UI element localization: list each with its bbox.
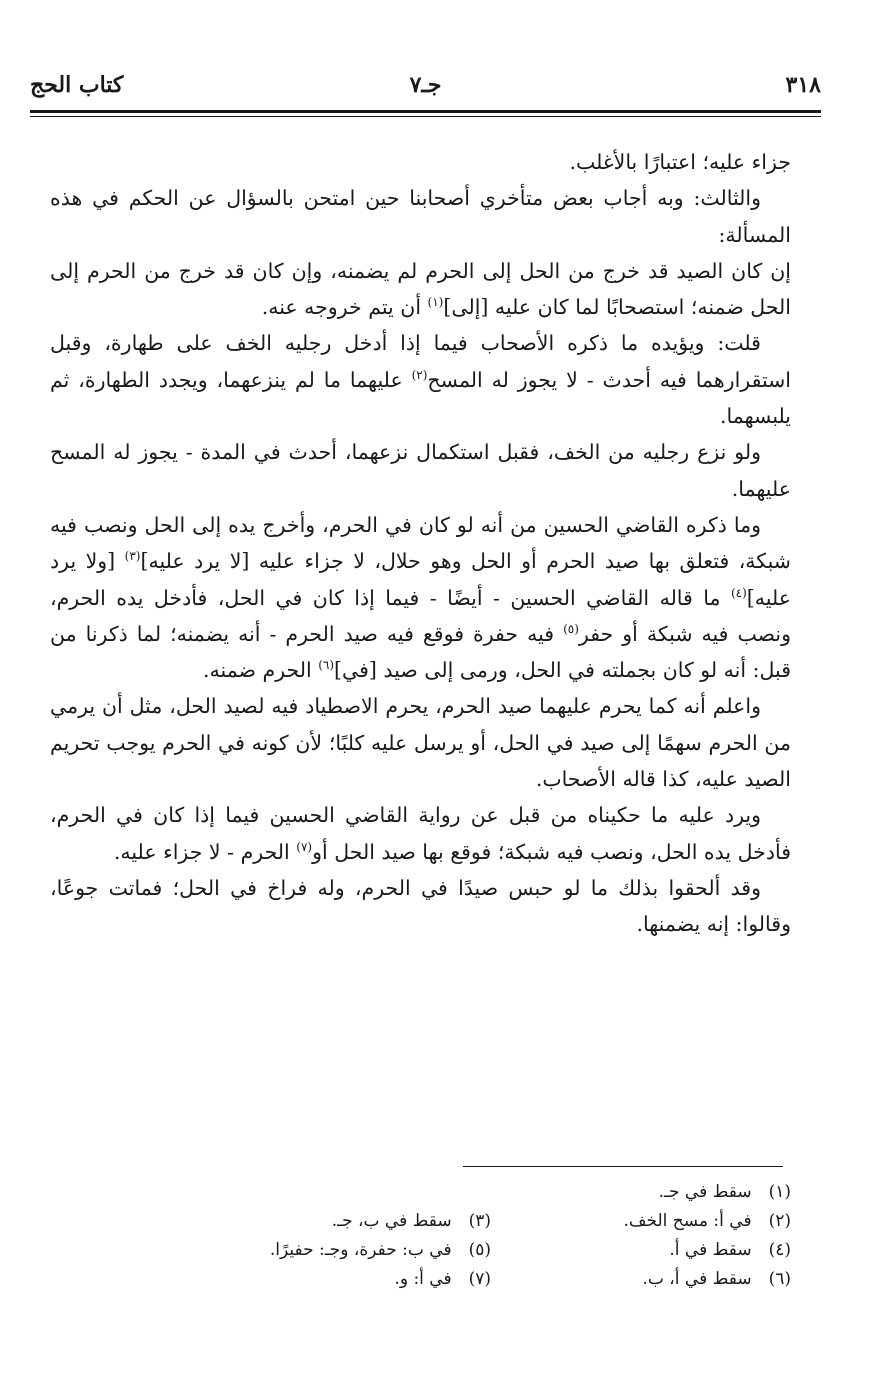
- paragraph: جزاء عليه؛ اعتبارًا بالأغلب.: [569, 150, 791, 174]
- text-run: الحرم ضمنه.: [203, 658, 319, 683]
- text-run: ما قاله القاضي الحسين - أيضًا - فيما إذا كان في الحل، فأدخل يده الحرم، ونصب فيه شبكة أو حفر: [50, 585, 791, 646]
- footnote-text: في أ: مسح الخف.: [623, 1211, 752, 1231]
- footnote-ref: (٣): [124, 549, 141, 564]
- paragraph: [50, 797, 791, 870]
- footnote-number: (٢): [768, 1211, 791, 1231]
- text-run: ويرد عليه ما حكيناه من قبل عن رواية القاضي الحسين فيما إذا كان في الحرم، فأدخل يده الحل، ونصب فيه شبكة؛ فوقع بها صيد الحل أو: [50, 803, 791, 864]
- footnote-ref: (٤): [730, 585, 747, 600]
- footnote-ref: (٧): [296, 839, 313, 854]
- volume-label: جـ٧: [409, 72, 442, 98]
- text-run: وما ذكره القاضي الحسين من أنه لو كان في الحرم، وأخرج يده إلى الحل ونصب فيه شبكة، فتعلق بها صيد الحرم أو الحل وهو حلال، لا جزاء عليه [لا يرد عليه]: [50, 512, 791, 574]
- footnote-text: سقط في أ، ب.: [642, 1269, 752, 1289]
- footnote-row: [110, 1265, 791, 1294]
- page-number: ٣١٨: [785, 72, 821, 98]
- footnote: [191, 1265, 491, 1294]
- footnote-number: (٣): [468, 1211, 491, 1231]
- footnote-number: (٦): [768, 1269, 791, 1289]
- text-run: قلت: ويؤيده ما ذكره الأصحاب فيما إذا أدخل رجليه الخف على طهارة، وقبل استقرارهما فيه أحدث - لا يجوز له المسح: [50, 331, 791, 392]
- footnote: [491, 1265, 791, 1294]
- footnote-separator: [463, 1166, 783, 1167]
- footnote-number: (٧): [468, 1269, 491, 1289]
- paragraph: واعلم أنه كما يحرم عليهما صيد الحرم، يحرم الاصطياد فيه لصيد الحل، مثل أن يرمي من الحرم سهمًا إلى صيد في الحل، أو يرسل عليه كلبًا؛ لأن كونه في الحرم يوجب تحريم الصيد عليه، كذا قاله الأصحاب.: [50, 694, 791, 792]
- footnote-ref: (٢): [411, 367, 428, 382]
- footnote-number: (٤): [768, 1240, 791, 1260]
- header-rule-thin: [30, 116, 821, 117]
- footnote-row: [110, 1236, 791, 1265]
- page-header: [30, 72, 821, 106]
- footnote-number: (١): [768, 1182, 791, 1202]
- footnote-row: [110, 1178, 791, 1207]
- footnote-text: سقط في أ.: [669, 1240, 752, 1260]
- header-rule-thick: [30, 110, 821, 113]
- footnote: [191, 1207, 491, 1236]
- text-run: عليهما ما لم ينزعهما، ويجدد الطهارة، ثم يلبسهما.: [50, 367, 791, 429]
- text-run: فيه حفرة فوقع فيه صيد الحرم - أنه يضمنه؛ لما ذكرنا من قبل: أنه لو كان بجملته في الحل، ورمى إلى صيد [في]: [50, 621, 791, 683]
- footnote: [491, 1178, 791, 1207]
- book-title: كتاب الحج: [30, 72, 124, 98]
- text-run: [ولا يرد عليه]: [50, 549, 791, 610]
- footnote-text: سقط في جـ.: [658, 1182, 752, 1202]
- paragraph: [50, 325, 791, 434]
- paragraph: والثالث: وبه أجاب بعض متأخري أصحابنا حين امتحن بالسؤال عن الحكم في هذه المسألة:: [50, 186, 791, 247]
- footnote-ref: (٦): [318, 658, 335, 673]
- footnote-text: سقط في ب، جـ.: [331, 1211, 452, 1231]
- footnote-number: (٥): [468, 1240, 491, 1260]
- footnote-text: في أ: و.: [394, 1269, 452, 1289]
- footnote: [191, 1236, 491, 1265]
- footnote-row: [110, 1207, 791, 1236]
- footnote-ref: (٥): [563, 622, 579, 637]
- footnote: [491, 1207, 791, 1236]
- paragraph: وقد ألحقوا بذلك ما لو حبس صيدًا في الحرم، وله فراخ في الحل؛ فماتت جوعًا، وقالوا: إنه يضمنها.: [50, 875, 791, 937]
- footnote-ref: (١): [427, 295, 444, 310]
- footnote-text: في ب: حفرة، وجـ: حفيرًا.: [269, 1240, 452, 1260]
- text-run: الحرم - لا جزاء عليه.: [113, 839, 297, 864]
- footnote: [491, 1236, 791, 1265]
- text-run: أن يتم خروجه عنه.: [261, 295, 428, 320]
- paragraph: ولو نزع رجليه من الخف، فقبل استكمال نزعهما، أحدث في المدة - يجوز له المسح عليهما.: [50, 440, 791, 501]
- main-text: [50, 144, 791, 943]
- text-run: إن كان الصيد قد خرج من الحل إلى الحرم لم يضمنه، وإن كان قد خرج من الحرم إلى الحل ضمنه؛ استصحابًا لما كان عليه [إلى]: [50, 258, 791, 320]
- paragraph: [50, 253, 791, 326]
- paragraph: [50, 507, 791, 688]
- footnotes: [110, 1178, 791, 1294]
